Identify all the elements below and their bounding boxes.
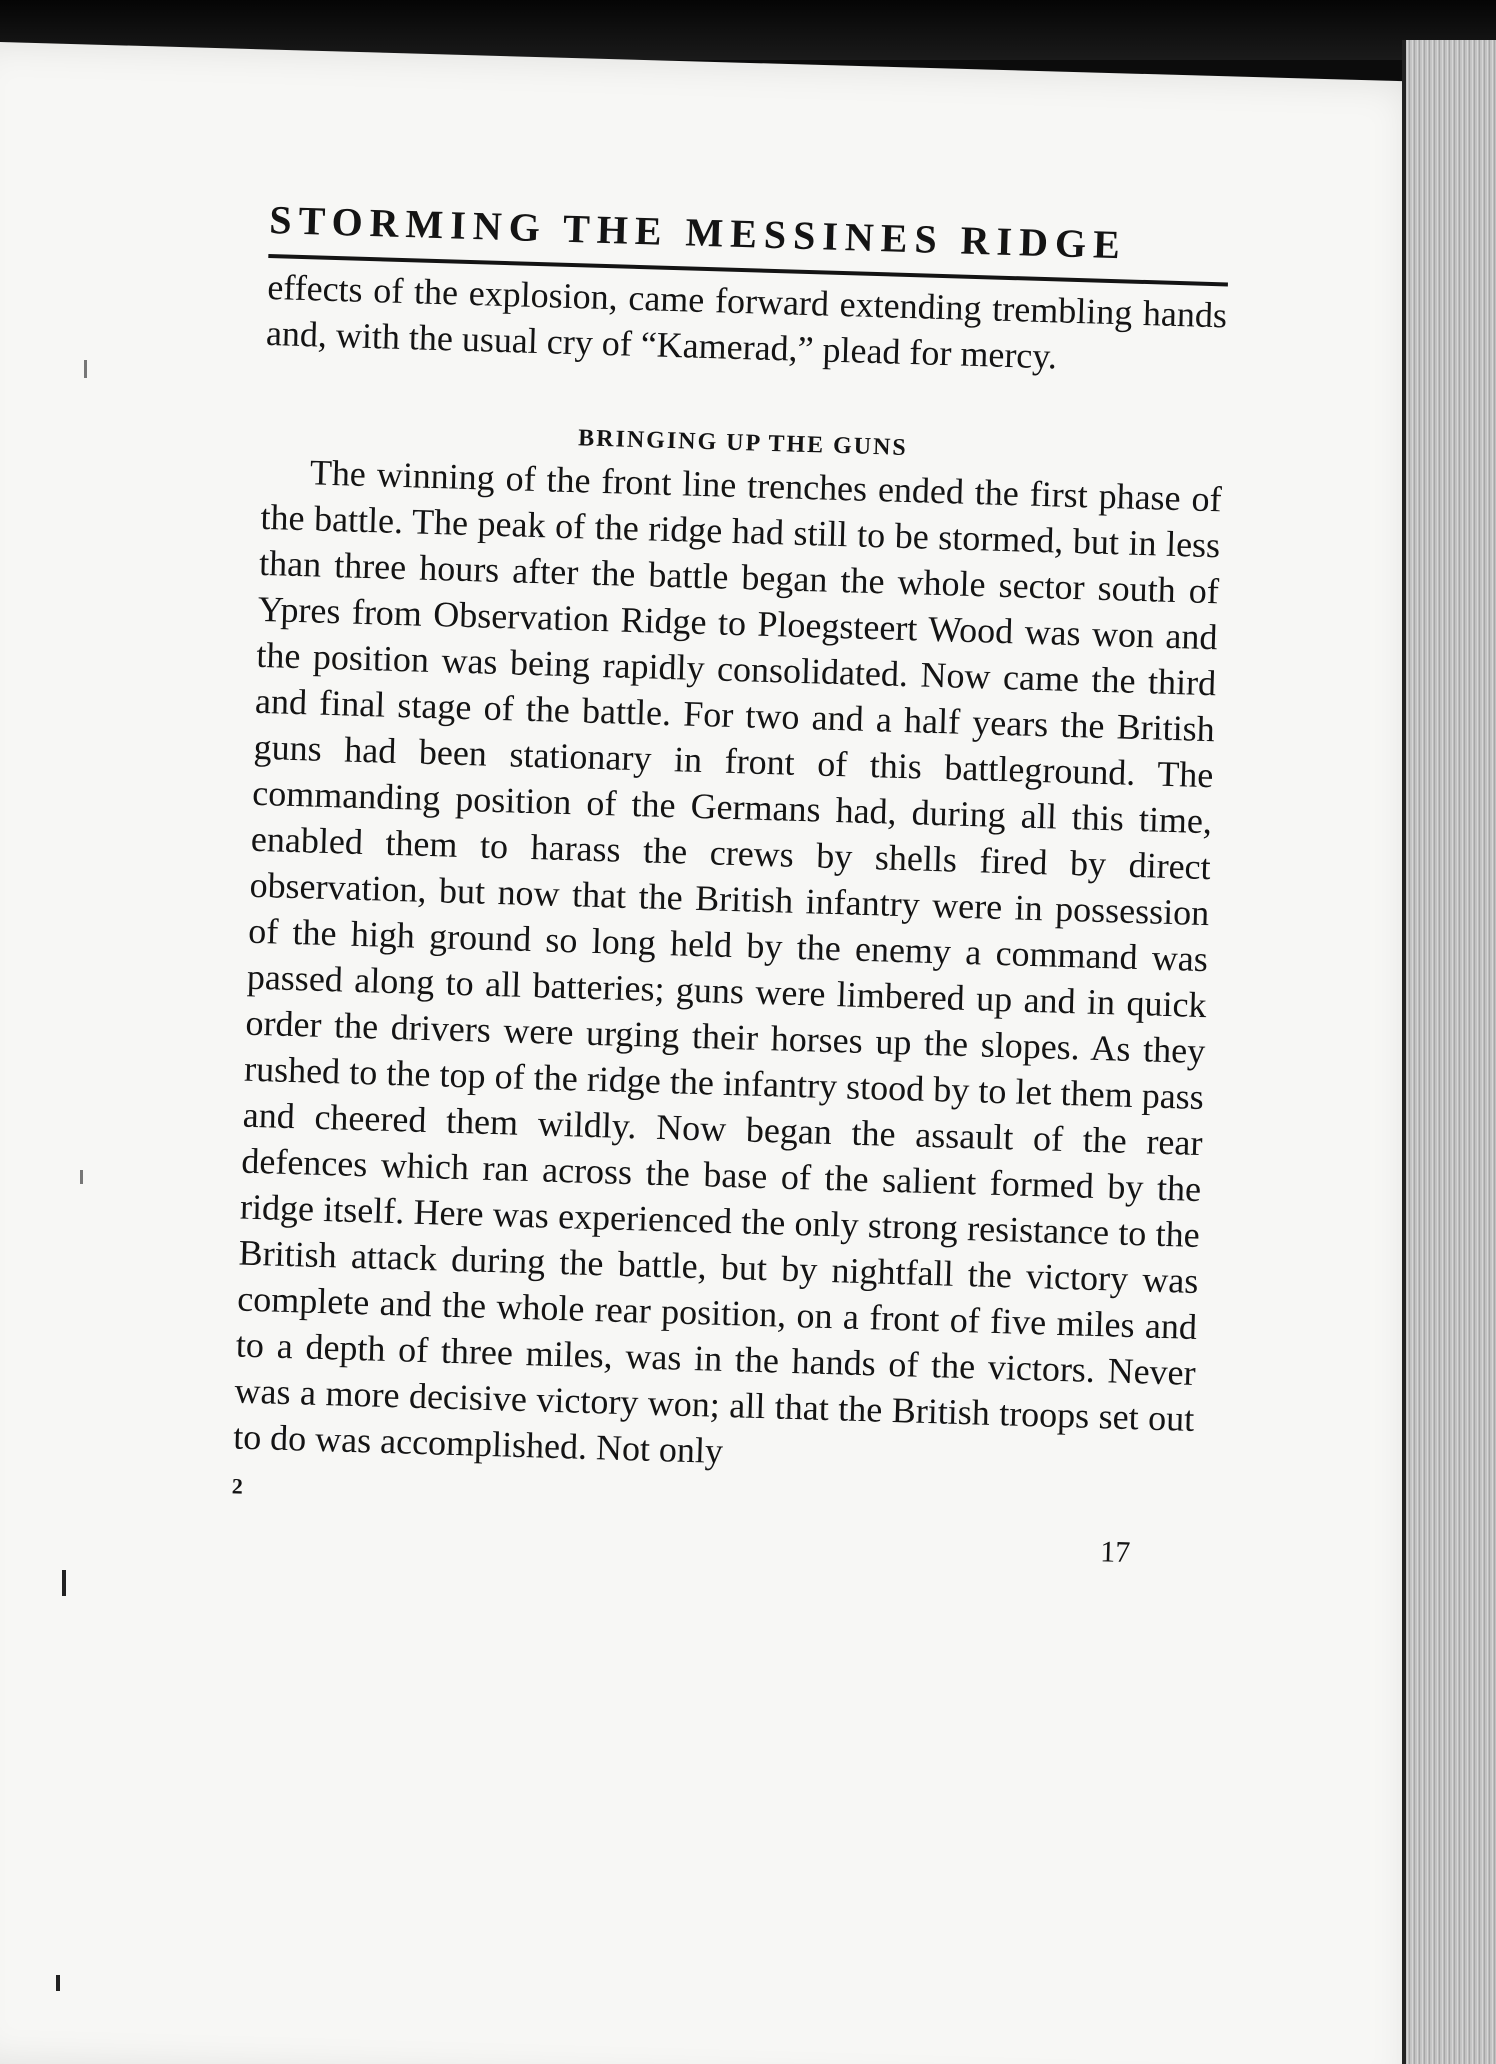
continued-paragraph: effects of the explosion, came forward extending trembling hands and, with the usual cry of “Kamerad,” plead for mercy. [265,266,1228,377]
section-heading: BRINGING UP THE GUNS [577,425,909,462]
margin-mark [80,1170,83,1184]
running-head: STORMING THE MESSINES RIDGE [268,200,1229,286]
page-number: 17 [1099,1535,1131,1570]
margin-mark [62,1570,66,1596]
margin-mark [56,1975,60,1991]
page-text-block [230,197,1229,1570]
body-paragraph: The winning of the front line trenches ended the first phase of the battle. The peak of the ridge had still to be stormed, but in less than three hours after the battle began the whole sector south of Ypres from Observation Ridge to Ploegsteert Wood was won and the position was being rapidly consolidated. Now came the third and final stage of the battle. For two and a half years the British guns had been stationary in front of this battleground. The commanding position of the Germans had, during all this time, enabled them to harass the crews by shells fired by direct observation, but now that the British infantry were in possession of the high ground so long held by the enemy a command was passed along to all batteries; guns were limbered up and in quick order the drivers were urging their horses up the slopes. As they rushed to the top of the ridge the infantry stood by to let them pass and cheered them wildly. Now began the assault of the rear defences which ran across the base of the salient formed by the ridge itself. Here was experienced the only strong resistance to the British attack during the battle, but by nightfall the victory was complete and the whole rear position, on a front of five miles and to a depth of three miles, was in the hands of the victors. Never was a more decisive victory won; all that the British troops set out to do was accomplished. Not only [232,452,1223,1471]
margin-mark [84,360,87,378]
page-edges [1402,40,1496,2064]
signature-mark: 2 [231,1473,244,1499]
